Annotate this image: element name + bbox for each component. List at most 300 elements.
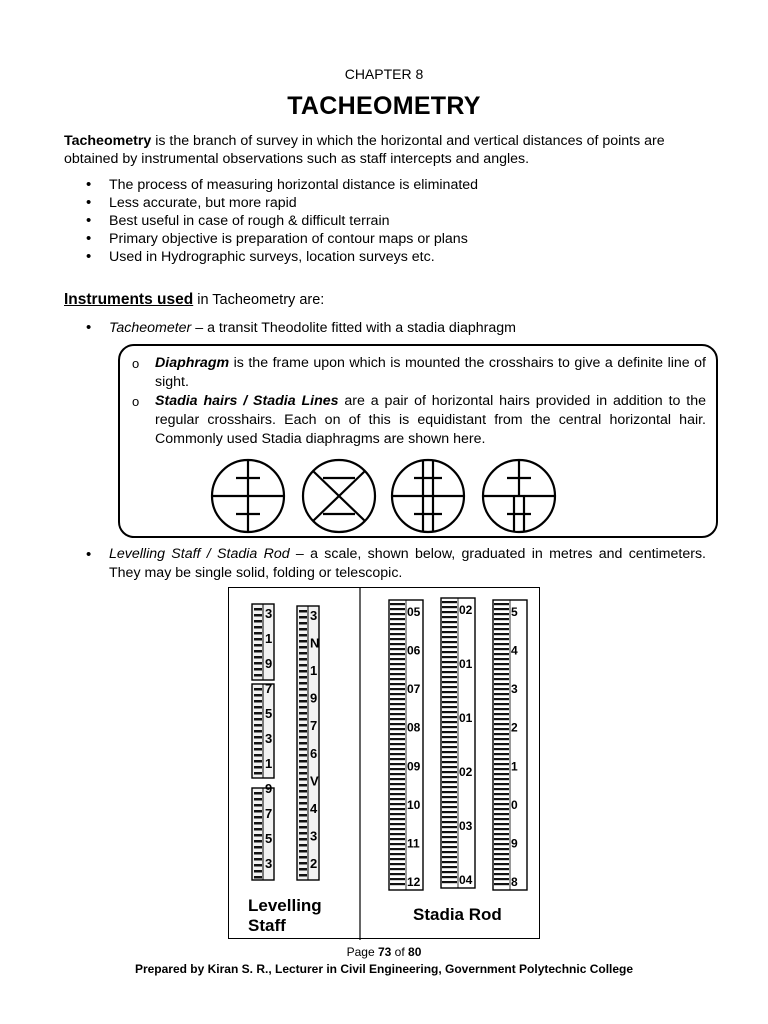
rod-number: 06 [407, 643, 421, 658]
page-mid: of [391, 945, 409, 959]
staff-tick [299, 652, 307, 655]
staff-tick [299, 670, 307, 673]
rod-number: 07 [407, 682, 421, 697]
rod-tick [442, 801, 457, 803]
rod-tick [494, 648, 509, 650]
staff-tick [254, 760, 262, 763]
staff-tick [299, 676, 307, 679]
staff-number: 7 [265, 681, 273, 696]
rod-tick [442, 601, 457, 603]
rod-tick [494, 858, 509, 860]
rod-tick [494, 738, 509, 740]
rod-number: 4 [511, 643, 518, 658]
rod-tick [390, 723, 405, 725]
rod-tick [494, 773, 509, 775]
staff-tick [254, 742, 262, 745]
staff-tick [254, 632, 262, 635]
page-title: TACHEOMETRY [287, 92, 481, 120]
staff-tick [299, 826, 307, 829]
rod-tick [442, 701, 457, 703]
rod-tick [442, 786, 457, 788]
rod-tick [390, 678, 405, 680]
staff-tick [299, 664, 307, 667]
rod-tick [390, 658, 405, 660]
rod-tick [442, 811, 457, 813]
rod-number: 3 [511, 682, 518, 697]
staff-tick [254, 840, 262, 843]
rod-tick [390, 633, 405, 635]
rod-tick [442, 821, 457, 823]
rod-tick [494, 788, 509, 790]
rod-tick [390, 708, 405, 710]
rod-tick [442, 661, 457, 663]
rod-tick [442, 806, 457, 808]
levelling-caption-line2: Staff [248, 916, 286, 935]
rod-tick [494, 818, 509, 820]
rod-tick [442, 816, 457, 818]
rod-tick [442, 736, 457, 738]
rod-tick [390, 758, 405, 760]
rod-tick [494, 633, 509, 635]
rod-number: 8 [511, 875, 518, 889]
staff-tick [299, 778, 307, 781]
levelling-staff-item [86, 545, 706, 583]
staff-tick [254, 668, 262, 671]
rod-number: 5 [511, 605, 518, 619]
rod-tick [442, 771, 457, 773]
rod-tick [390, 638, 405, 640]
rod-tick [442, 611, 457, 613]
rod-tick [442, 726, 457, 728]
rod-number: 01 [459, 711, 473, 725]
levelling-staff-caption [248, 896, 322, 936]
rod-tick [390, 773, 405, 775]
stadia-rod-caption: Stadia Rod [413, 905, 502, 924]
rod-tick [494, 838, 509, 840]
rod-tick [390, 683, 405, 685]
list-item [132, 354, 706, 392]
rod-tick [442, 631, 457, 633]
staff-tick [254, 706, 262, 709]
rod-tick [494, 678, 509, 680]
rod-tick [494, 708, 509, 710]
rod-tick [442, 791, 457, 793]
rod-tick [494, 643, 509, 645]
staff-number: 3 [310, 608, 318, 623]
staff-tick [299, 760, 307, 763]
rod-tick [442, 626, 457, 628]
rod-tick [494, 798, 509, 800]
rod-tick [390, 648, 405, 650]
staff-number: 7 [310, 718, 318, 734]
rod-tick [494, 843, 509, 845]
rod-tick [390, 853, 405, 855]
rod-tick [494, 653, 509, 655]
rod-tick [494, 608, 509, 610]
rod-tick [494, 673, 509, 675]
rod-number: 03 [459, 819, 473, 833]
rod-tick [494, 883, 509, 885]
rod-tick [442, 861, 457, 863]
staff-tick [299, 856, 307, 859]
author-credit: Prepared by Kiran S. R., Lecturer in Civil Engineering, Government Polytechnic College [134, 962, 634, 976]
rod-tick [442, 776, 457, 778]
staff-tick [299, 796, 307, 799]
staff-number: 5 [265, 706, 273, 721]
staff-tick [299, 658, 307, 661]
rod-tick [442, 826, 457, 828]
list-item: • Best useful in case of rough & difficult terrain [86, 212, 706, 230]
staff-tick [254, 846, 262, 849]
staff-tick [254, 700, 262, 703]
staff-tick [299, 712, 307, 715]
staff-tick [254, 712, 262, 715]
stadia-hairs-text: are a pair of horizontal hairs provided in addition to the regular crosshairs. Each on of this is equidistant from the central horizontal hair. Commonly used Stadia diaphragms are shown here. [155, 393, 706, 447]
rod-tick [494, 668, 509, 670]
rod-tick [494, 623, 509, 625]
rod-tick [494, 613, 509, 615]
rod-tick [442, 681, 457, 683]
staff-tick [254, 638, 262, 641]
rod-tick [494, 853, 509, 855]
staff-number: 7 [265, 806, 273, 821]
rod-tick [442, 721, 457, 723]
bullet-icon: • [86, 546, 92, 563]
rod-tick [390, 613, 405, 615]
rod-tick [442, 636, 457, 638]
staff-tick [254, 876, 262, 879]
rod-tick [390, 703, 405, 705]
staff-number: 5 [265, 831, 273, 846]
staff-tick [299, 724, 307, 727]
rod-tick [390, 693, 405, 695]
staff-number: 9 [310, 690, 318, 706]
diaphragm-type-3 [392, 460, 464, 532]
rod-tick [390, 798, 405, 800]
staff-tick [254, 656, 262, 659]
staff-tick [299, 766, 307, 769]
staff-tick [254, 852, 262, 855]
staff-tick [254, 614, 262, 617]
stadia-hairs-term: Stadia hairs / Stadia Lines [155, 393, 339, 409]
staff-number: 2 [310, 856, 318, 871]
staff-tick [299, 868, 307, 871]
rod-tick [442, 606, 457, 608]
rod-tick [390, 733, 405, 735]
rod-tick [494, 823, 509, 825]
staff-tick [299, 862, 307, 865]
staff-tick [254, 626, 262, 629]
staff-tick [299, 802, 307, 805]
staff-tick [299, 742, 307, 745]
rod-tick [390, 653, 405, 655]
rod-tick [494, 778, 509, 780]
rod-tick [390, 628, 405, 630]
rod-tick [494, 723, 509, 725]
staff-tick [299, 754, 307, 757]
staff-tick [254, 608, 262, 611]
rod-tick [390, 838, 405, 840]
instruments-heading-rest: in Tacheometry are: [193, 292, 325, 308]
rod-tick [390, 663, 405, 665]
staff-tick [299, 634, 307, 637]
rod-tick [390, 623, 405, 625]
rod-tick [390, 808, 405, 810]
staff-number: 3 [265, 606, 273, 621]
staff-number: 4 [310, 800, 318, 816]
intro-paragraph [64, 132, 708, 168]
rod-tick [494, 688, 509, 690]
rod-tick [390, 828, 405, 830]
stadia-rod-drawing [389, 598, 527, 890]
staff-number: N [310, 635, 320, 651]
rod-tick [442, 656, 457, 658]
rod-tick [390, 688, 405, 690]
rod-tick [390, 868, 405, 870]
diaphragm-sub-list [132, 354, 706, 449]
staff-tick [254, 810, 262, 813]
staff-tick [254, 870, 262, 873]
staff-number: 3 [310, 828, 318, 844]
rod-tick [494, 803, 509, 805]
rod-number: 10 [407, 797, 421, 812]
staff-tick [299, 682, 307, 685]
rod-tick [442, 851, 457, 853]
rod-tick [442, 756, 457, 758]
staff-tick [299, 700, 307, 703]
rod-number: 02 [459, 603, 473, 617]
intro-text: is the branch of survey in which the horizontal and vertical distances of points are obtained by instrumental observations such as staff intercepts and angles. [64, 133, 665, 167]
rod-tick [442, 676, 457, 678]
rod-tick [390, 748, 405, 750]
staff-tick [299, 850, 307, 853]
rod-tick [442, 666, 457, 668]
instruments-heading [64, 291, 324, 309]
rod-tick [390, 673, 405, 675]
diaphragm-type-2 [303, 460, 375, 532]
staff-tick [299, 706, 307, 709]
diaphragm-text: is the frame upon which is mounted the crosshairs to give a definite line of sight. [155, 355, 706, 390]
bullet-icon: • [86, 319, 92, 336]
staff-tick [254, 772, 262, 775]
rod-tick [390, 778, 405, 780]
staff-tick [299, 694, 307, 697]
staff-tick [299, 832, 307, 835]
rod-tick [494, 733, 509, 735]
stadia-diaphragm-illustration [206, 454, 566, 538]
rod-tick [390, 668, 405, 670]
rod-tick [494, 603, 509, 605]
staff-number: 1 [265, 631, 273, 646]
list-item: • Primary objective is preparation of contour maps or plans [86, 230, 706, 248]
page-number [0, 945, 768, 959]
page-prefix: Page [346, 945, 378, 959]
rod-tick [390, 878, 405, 880]
rod-tick [494, 848, 509, 850]
rod-tick [442, 781, 457, 783]
rod-tick [390, 743, 405, 745]
staff-text: – a scale, shown below, graduated in metres and centimeters. They may be single solid, folding or telescopic. [109, 546, 706, 581]
rod-tick [390, 858, 405, 860]
rod-number: 12 [407, 875, 421, 889]
rod-number: 2 [511, 720, 518, 735]
rod-tick [494, 713, 509, 715]
rod-tick [442, 871, 457, 873]
rod-number: 01 [459, 657, 473, 671]
staff-tick [299, 814, 307, 817]
staff-tick [299, 808, 307, 811]
sub-bullet-marker: o [132, 356, 140, 371]
rod-tick [442, 746, 457, 748]
staff-rod-figure [228, 587, 540, 939]
staff-tick [299, 844, 307, 847]
rod-tick [390, 848, 405, 850]
rod-tick [494, 828, 509, 830]
staff-number: 3 [265, 731, 273, 746]
list-item: • Less accurate, but more rapid [86, 194, 706, 212]
rod-tick [494, 758, 509, 760]
staff-tick [254, 644, 262, 647]
staff-tick [254, 834, 262, 837]
rod-tick [442, 831, 457, 833]
rod-tick [494, 878, 509, 880]
staff-tick [299, 646, 307, 649]
rod-tick [442, 691, 457, 693]
staff-tick [254, 792, 262, 795]
rod-tick [442, 646, 457, 648]
staff-number: 1 [310, 663, 318, 679]
rod-number: 04 [459, 873, 473, 887]
staff-tick [254, 650, 262, 653]
tacheometer-term: Tacheometer [109, 320, 192, 336]
rod-number: 11 [407, 836, 420, 851]
staff-tick [254, 694, 262, 697]
rod-tick [442, 706, 457, 708]
rod-number: 09 [407, 759, 421, 774]
rod-tick [442, 616, 457, 618]
diaphragm-type-1 [212, 460, 284, 532]
rod-tick [494, 638, 509, 640]
rod-tick [390, 823, 405, 825]
rod-tick [494, 693, 509, 695]
staff-tick [254, 718, 262, 721]
staff-tick [299, 640, 307, 643]
rod-number: 1 [511, 759, 518, 774]
rod-tick [390, 603, 405, 605]
rod-tick [442, 741, 457, 743]
staff-tick [254, 828, 262, 831]
staff-term: Levelling Staff / Stadia Rod [109, 546, 290, 562]
staff-tick [299, 616, 307, 619]
rod-tick [494, 663, 509, 665]
rod-tick [442, 841, 457, 843]
staff-number: 9 [265, 656, 273, 671]
rod-tick [442, 731, 457, 733]
rod-tick [494, 683, 509, 685]
tacheometer-text: – a transit Theodolite fitted with a stadia diaphragm [191, 320, 516, 336]
staff-tick [299, 790, 307, 793]
rod-tick [390, 793, 405, 795]
rod-tick [442, 671, 457, 673]
staff-tick [299, 736, 307, 739]
rod-tick [494, 813, 509, 815]
rod-tick [390, 813, 405, 815]
rod-tick [390, 643, 405, 645]
rod-tick [494, 783, 509, 785]
rod-tick [390, 803, 405, 805]
rod-tick [494, 618, 509, 620]
rod-tick [494, 728, 509, 730]
rod-tick [494, 658, 509, 660]
staff-number: 6 [310, 745, 318, 761]
rod-tick [494, 873, 509, 875]
rod-tick [442, 621, 457, 623]
staff-tick [254, 736, 262, 739]
rod-tick [442, 836, 457, 838]
rod-tick [390, 763, 405, 765]
rod-number: 0 [511, 797, 518, 812]
staff-tick [254, 688, 262, 691]
rod-tick [390, 873, 405, 875]
staff-tick [254, 798, 262, 801]
rod-tick [390, 618, 405, 620]
rod-number: 08 [407, 720, 421, 735]
staff-tick [299, 874, 307, 877]
diaphragm-term: Diaphragm [155, 355, 230, 371]
rod-tick [390, 788, 405, 790]
rod-tick [390, 883, 405, 885]
staff-number: 9 [265, 781, 273, 796]
staff-tick [299, 730, 307, 733]
instruments-heading-title: Instruments used [64, 291, 194, 308]
levelling-caption-line1: Levelling [248, 896, 322, 915]
list-item [132, 392, 706, 449]
rod-tick [494, 718, 509, 720]
staff-tick [254, 748, 262, 751]
staff-tick [254, 620, 262, 623]
staff-tick [254, 822, 262, 825]
rod-tick [442, 866, 457, 868]
rod-tick [442, 796, 457, 798]
staff-number: V [310, 773, 319, 789]
rod-tick [390, 728, 405, 730]
rod-tick [442, 881, 457, 883]
rod-tick [442, 696, 457, 698]
rod-tick [442, 876, 457, 878]
rod-tick [442, 711, 457, 713]
rod-tick [390, 833, 405, 835]
staff-tick [299, 628, 307, 631]
rod-tick [442, 846, 457, 848]
rod-tick [442, 766, 457, 768]
rod-tick [494, 753, 509, 755]
staff-number: 1 [265, 756, 273, 771]
staff-tick [299, 688, 307, 691]
rod-tick [494, 793, 509, 795]
rod-tick [390, 713, 405, 715]
staff-tick [254, 730, 262, 733]
rod-tick [442, 716, 457, 718]
staff-tick [299, 820, 307, 823]
staff-tick [299, 718, 307, 721]
diaphragm-type-4 [483, 460, 555, 532]
rod-tick [390, 718, 405, 720]
rod-number: 05 [407, 605, 421, 619]
rod-tick [494, 748, 509, 750]
sub-bullet-marker: o [132, 394, 140, 409]
rod-tick [442, 686, 457, 688]
staff-tick [299, 610, 307, 613]
